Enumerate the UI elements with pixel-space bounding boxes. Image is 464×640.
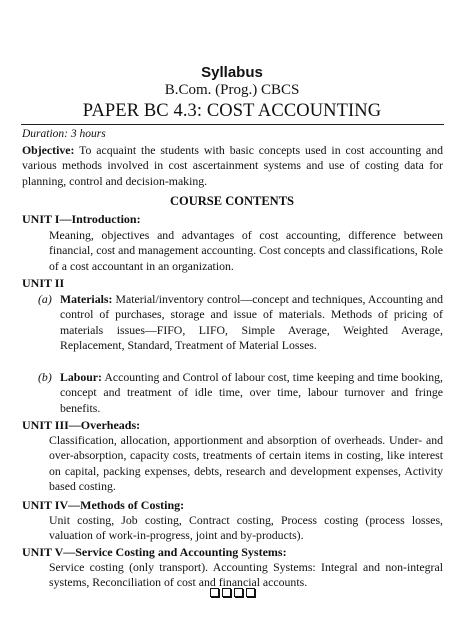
course-contents-title: COURSE CONTENTS: [170, 194, 294, 208]
item-a-marker: (a): [38, 292, 52, 306]
labour-text: Accounting and Control of labour cost, time keeping and time booking, concept and treatment of idle time, over time, labour turnover and fringe benefits.: [60, 370, 443, 415]
objective-label: Objective:: [22, 143, 75, 157]
materials-label: Materials:: [60, 292, 113, 306]
unit-1-heading: UNIT I—Introduction:: [22, 212, 141, 226]
paper-title: PAPER BC 4.3: COST ACCOUNTING: [82, 101, 382, 121]
unit-5-text: Service costing (only transport). Accounting Systems: Integral and non-integral systems, Reconciliation of cost and financial accounts.: [49, 560, 443, 590]
unit-2-item-b: [38, 370, 443, 416]
unit-4-heading: UNIT IV—Methods of Costing:: [22, 498, 185, 512]
item-b-marker: (b): [38, 370, 52, 384]
materials-text: Material/inventory control—concept and techniques, Accounting and control of purchases, storage and issue of materials. Methods of pricing of materials issues—FIFO, LIFO, Simple Average, Weighted Average, Replacement, Standard, Treatment of Material Losses.: [60, 292, 443, 353]
syllabus-heading: Syllabus: [201, 64, 263, 81]
square-icon: [246, 588, 255, 597]
square-icon: [222, 588, 231, 597]
unit-1-text: Meaning, objectives and advantages of cost accounting, difference between financial, cost and management accounting. Cost concepts and classifications, Role of a cost accountant in an organization.: [49, 228, 443, 273]
square-icon: [234, 588, 243, 597]
duration-text: Duration: 3 hours: [22, 128, 106, 140]
course-heading: B.Com. (Prog.) CBCS: [164, 82, 300, 98]
square-icon: [210, 588, 219, 597]
end-marker: [0, 584, 464, 602]
objective-text: To acquaint the students with basic concepts used in cost accounting and various methods involved in cost ascertainment systems and use of costing data for planning, control and decision-making.: [22, 143, 443, 188]
objective-paragraph: [22, 143, 443, 189]
labour-label: Labour:: [60, 370, 102, 384]
unit-4-text: Unit costing, Job costing, Contract costing, Process costing (process losses, valuation of work-in-progress, joint and by-products).: [49, 513, 443, 543]
unit-2-heading: UNIT II: [22, 276, 65, 290]
unit-3-heading: UNIT III—Overheads:: [22, 418, 141, 432]
header-divider: [21, 124, 444, 125]
unit-3-text: Classification, allocation, apportionment and absorption of overheads. Under- and over-absorption, capacity costs, treatments of certain items in costing, like interest on capital, packing expenses, debts, research and development expenses, Activity based costing.: [49, 433, 443, 494]
unit-5-heading: UNIT V—Service Costing and Accounting Systems:: [22, 545, 287, 559]
unit-2-item-a: [38, 292, 443, 354]
